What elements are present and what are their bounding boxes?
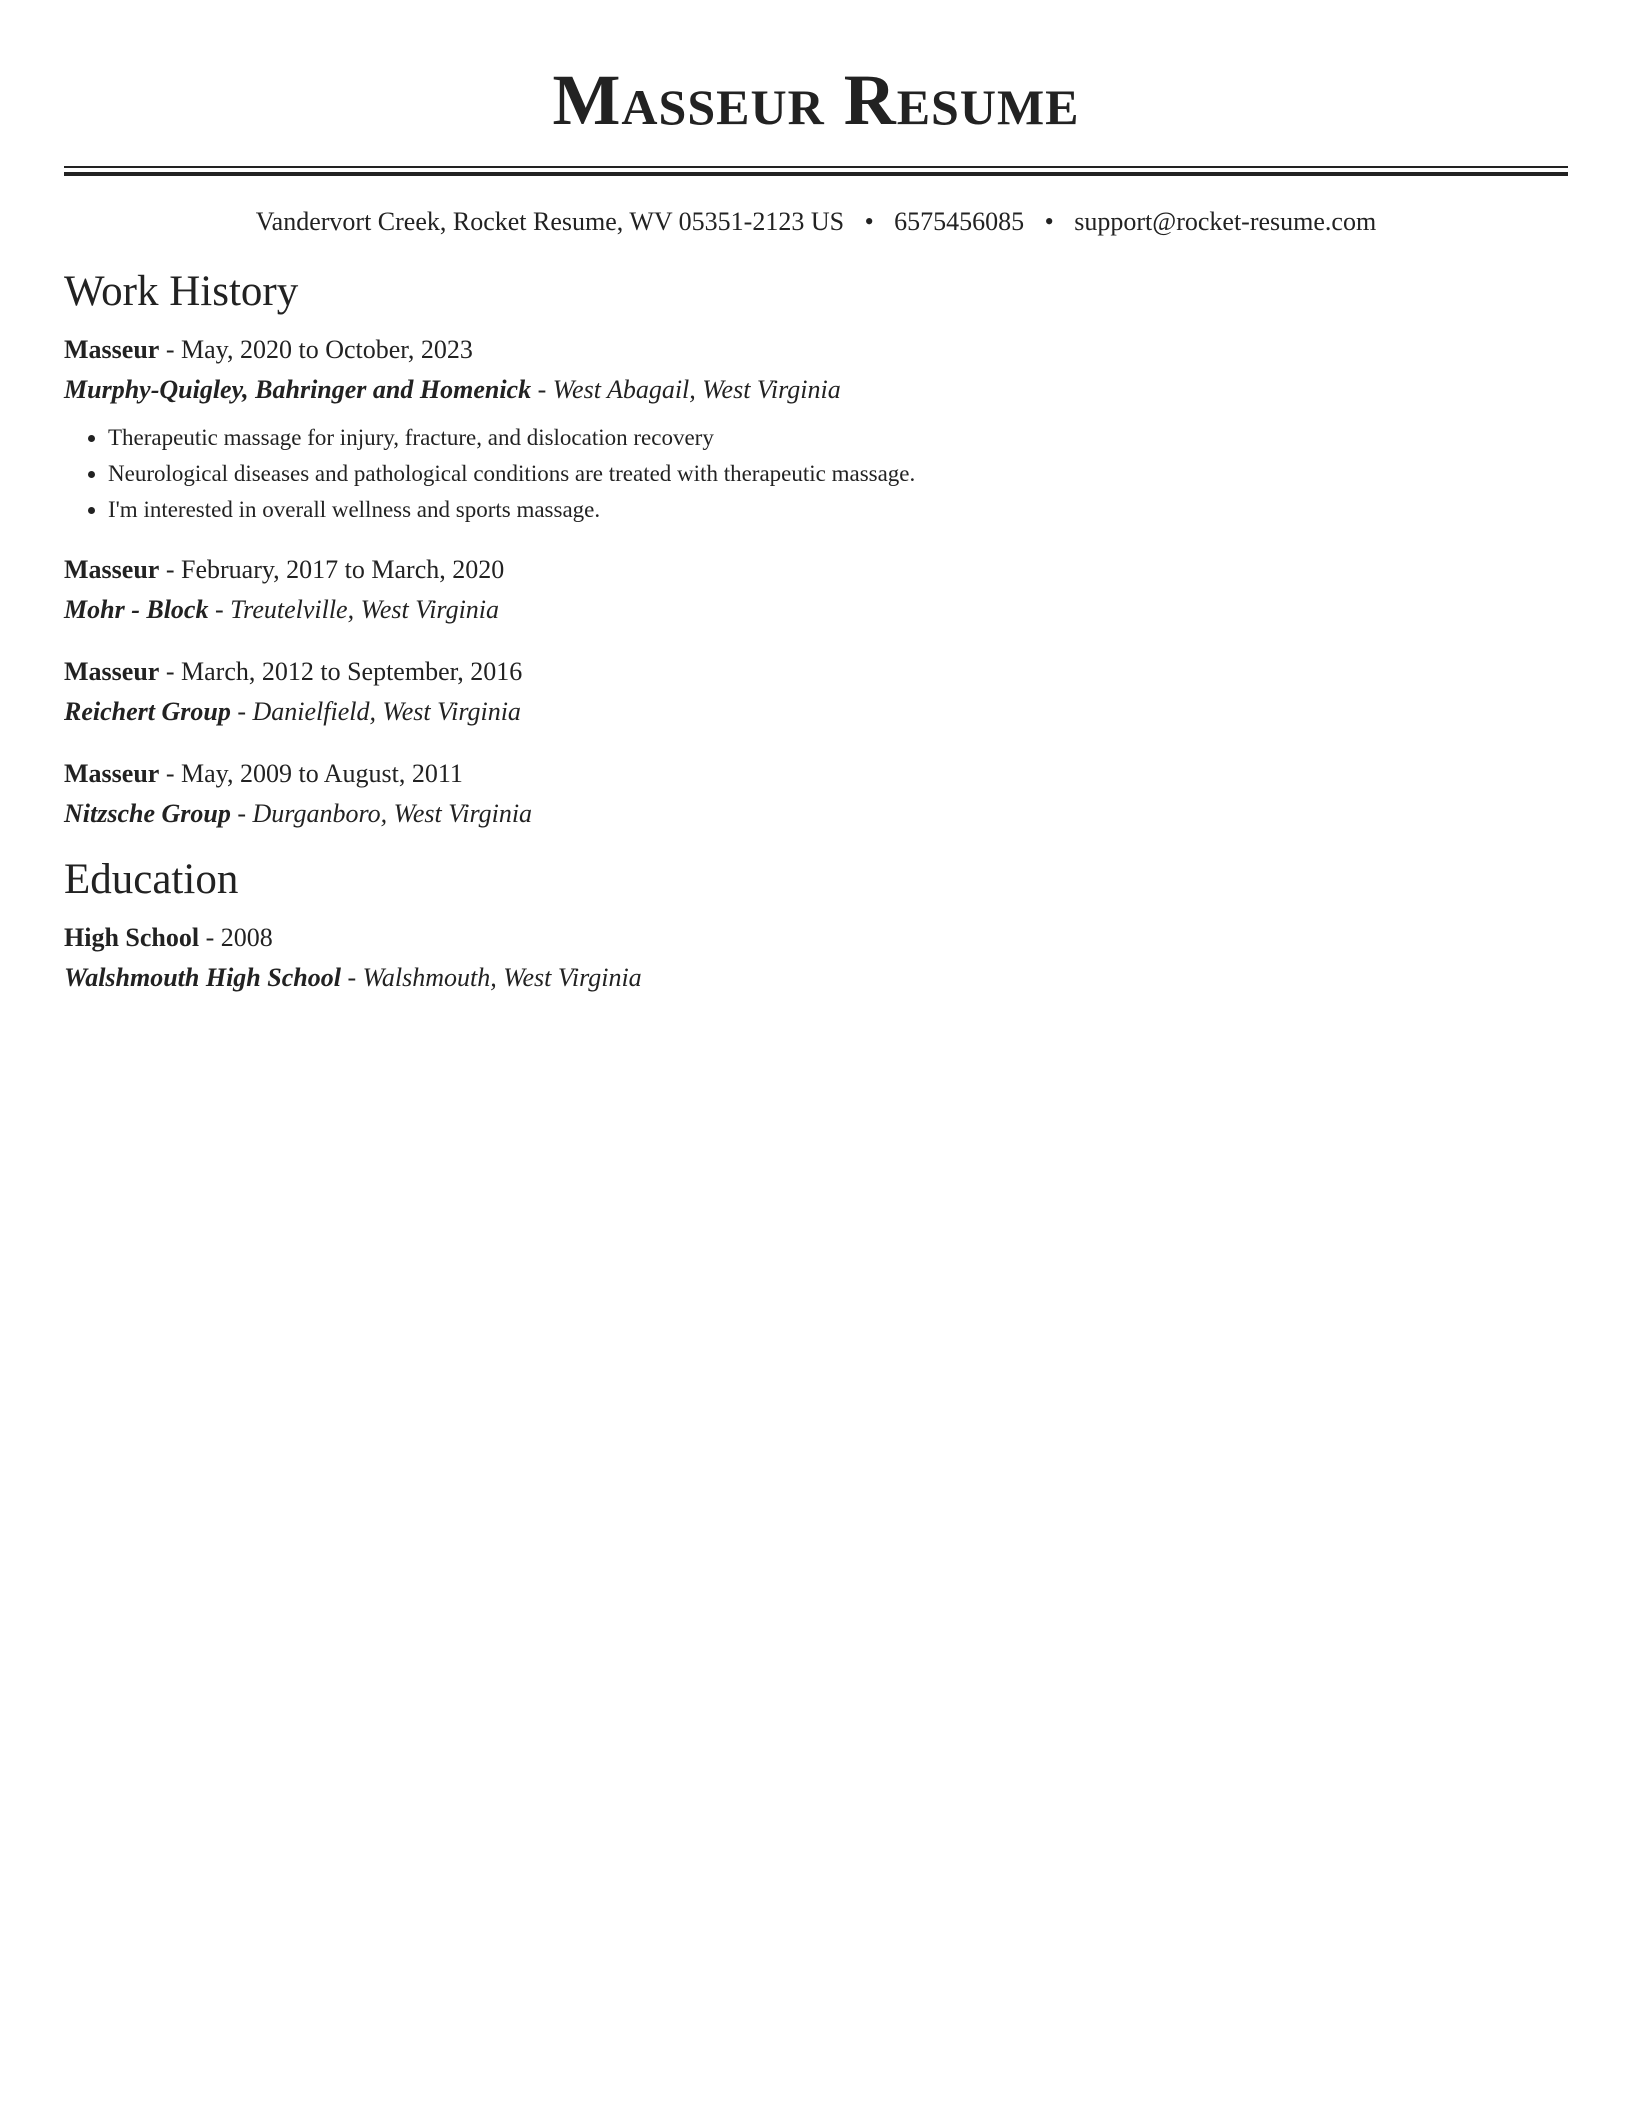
job-entry (64, 754, 1568, 834)
job-title-line (64, 652, 1568, 692)
resume-title: Masseur Resume (552, 60, 1080, 140)
education-dash: - (347, 963, 363, 992)
work-history-heading: Work History (64, 268, 299, 315)
job-bullet: • I'm interested in overall wellness and sports massage. (108, 492, 1568, 528)
job-dash: - (165, 555, 181, 584)
job-bullet: • Neurological diseases and pathological conditions are treated with therapeutic massage. (108, 456, 1568, 492)
job-company-line (64, 590, 1568, 630)
job-location: Durganboro, West Virginia (252, 799, 533, 828)
job-title-line (64, 754, 1568, 794)
job-company-line (64, 692, 1568, 732)
job-title: Masseur (64, 657, 160, 686)
job-dates: February, 2017 to March, 2020 (181, 555, 505, 584)
education-school: Walshmouth High School (64, 963, 341, 992)
contact-separator: • (864, 207, 874, 236)
contact-line (64, 204, 1568, 240)
job-company-line (64, 794, 1568, 834)
education-year: 2008 (220, 923, 273, 952)
job-title-line (64, 330, 1568, 370)
job-dash: - (537, 375, 553, 404)
education-heading: Education (64, 856, 239, 903)
job-company: Reichert Group (64, 697, 231, 726)
job-dash: - (165, 759, 181, 788)
education-degree: High School (64, 923, 200, 952)
job-bullet: • Therapeutic massage for injury, fracture, and dislocation recovery (108, 420, 1568, 456)
job-location: Treutelville, West Virginia (230, 595, 500, 624)
job-company-line (64, 370, 1568, 410)
contact-address: Vandervort Creek, Rocket Resume, WV 05351-2123 US (255, 207, 845, 236)
education-entry (64, 918, 1568, 998)
job-title: Masseur (64, 335, 160, 364)
contact-separator: • (1044, 207, 1054, 236)
job-dates: March, 2012 to September, 2016 (181, 657, 523, 686)
job-location: Danielfield, West Virginia (252, 697, 521, 726)
job-entry (64, 550, 1568, 630)
job-title: Masseur (64, 759, 160, 788)
job-dash: - (165, 657, 181, 686)
education-school-line (64, 958, 1568, 998)
job-company: Nitzsche Group (64, 799, 231, 828)
job-title-line (64, 550, 1568, 590)
job-company: Mohr - Block (64, 595, 209, 624)
title-double-rule (64, 166, 1568, 176)
job-title: Masseur (64, 555, 160, 584)
job-dates: May, 2009 to August, 2011 (181, 759, 463, 788)
job-dash: - (165, 335, 181, 364)
job-entry (64, 652, 1568, 732)
job-dash: - (214, 595, 231, 624)
job-dash: - (237, 697, 253, 726)
contact-email: support@rocket-resume.com (1074, 207, 1377, 236)
education-dash: - (205, 923, 221, 952)
education-location: Walshmouth, West Virginia (362, 963, 642, 992)
job-bullets (64, 420, 1568, 528)
job-location: West Abagail, West Virginia (552, 375, 841, 404)
job-entry (64, 330, 1568, 528)
job-company: Murphy-Quigley, Bahringer and Homenick (64, 375, 532, 404)
education-degree-line (64, 918, 1568, 958)
contact-phone: 6575456085 (894, 207, 1025, 236)
job-dash: - (237, 799, 253, 828)
job-dates: May, 2020 to October, 2023 (181, 335, 473, 364)
